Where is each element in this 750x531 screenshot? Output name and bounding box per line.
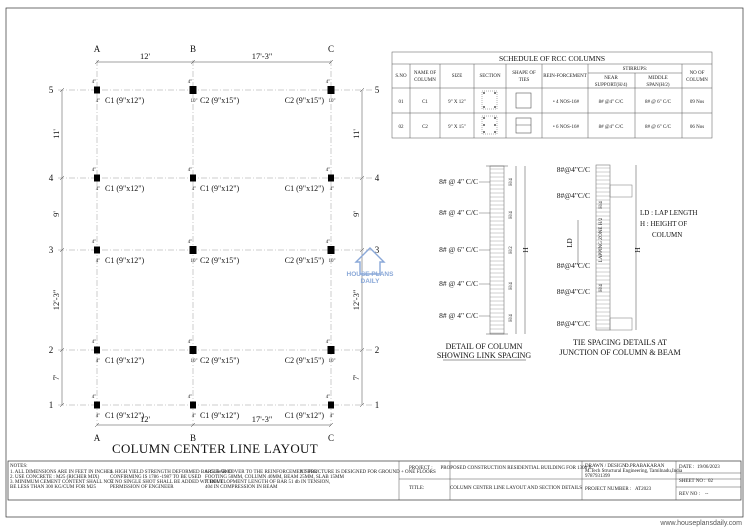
sheet-label: SHEET NO :	[679, 479, 706, 484]
lap-length-label: LD	[566, 238, 574, 248]
column-offset-text: 4"	[91, 340, 97, 345]
column-label: C1 (9"x12")	[200, 411, 240, 420]
header-size: SIZE	[451, 74, 463, 79]
column-offset-text: 4"	[325, 168, 331, 173]
link-spacing-detail	[437, 166, 532, 360]
project-number-label: PROJECT NUMBER :	[585, 487, 632, 492]
cell-middle-span: 8# @ 6" C/C	[645, 100, 671, 105]
column-offset-text: 4"	[325, 80, 331, 85]
column-offset-text: 10"	[328, 359, 336, 364]
rebar-dot	[483, 117, 485, 119]
drawing-title: COLUMN CENTER LINE LAYOUT AND SECTION DETAILS	[449, 486, 583, 491]
title-label: TITLE:	[409, 486, 425, 491]
column-marker	[94, 175, 100, 182]
tie-shape-sketch	[516, 118, 531, 133]
rebar-dot	[494, 92, 496, 94]
grid-label-top: C	[327, 44, 335, 54]
cell-near-support: 8# @4" C/C	[598, 125, 624, 130]
link-zone-label: H/4	[509, 314, 514, 322]
cell-reinforcement: • 4 NOS-16#	[553, 100, 579, 105]
column-offset-text: 4"	[187, 168, 193, 173]
cell-middle-span: 8# @ 6" C/C	[645, 125, 671, 130]
column-offset-text: 10"	[328, 99, 336, 104]
header-count: COLUMN	[686, 78, 708, 83]
note-line: 4. HIGH YIELD STRENGTH DEFORMED BARS Fe 500D	[110, 470, 233, 475]
header-shape-of-ties: SHAPE OF	[512, 71, 536, 76]
column-marker	[328, 175, 334, 182]
notes-heading: NOTES:	[10, 464, 28, 469]
grid-label-left: 2	[48, 345, 54, 355]
sheet-value: 02	[708, 479, 713, 484]
cell-count: 06 Nos	[689, 125, 705, 130]
link-zone-label: H/4	[509, 211, 514, 219]
date-value: 19/06/2023	[697, 465, 720, 470]
dim-text-x: 17'-3"	[251, 414, 273, 424]
column-offset-text: 4"	[187, 340, 193, 345]
column-offset-text: 4"	[95, 99, 101, 104]
grid-label-bottom: B	[189, 433, 197, 443]
grid-label-left: 3	[48, 245, 54, 255]
header-middle-span: SPAN(H/2)	[646, 83, 670, 88]
column-marker	[94, 247, 100, 254]
header-near-support: SUPPORT(H/4)	[594, 83, 628, 88]
title-block	[8, 461, 741, 500]
tie-spacing-label: 8#@4"C/C	[556, 191, 590, 200]
cell-name: C2	[422, 125, 428, 130]
column-offset-text: 10"	[328, 259, 336, 264]
link-spacing-label: 8# @ 6" C/C	[439, 245, 478, 254]
link-caption-1: DETAIL OF COLUMN	[445, 342, 523, 351]
grid-label-right: 1	[374, 400, 380, 410]
grid-label-right: 2	[374, 345, 380, 355]
schedule-title: SCHEDULE OF RCC COLUMNS	[498, 54, 606, 63]
tie-zone-label: H/4	[599, 284, 604, 292]
link-spacing-label: 8# @ 4" C/C	[439, 177, 478, 186]
note-line: 2. USE CONCRETE : M25 (RICHER MIX)	[10, 475, 100, 480]
tie-shape-sketch	[516, 93, 531, 108]
header-reinforcement: REIN-FORCEMENT	[543, 74, 587, 79]
column-label: C1 (9"x12")	[284, 411, 324, 420]
column-label: C2 (9"x15")	[200, 356, 240, 365]
column-label: C2 (9"x15")	[200, 256, 240, 265]
firm-phone: 9787931399	[585, 474, 610, 479]
grid-label-right: 4	[374, 173, 380, 183]
dim-text-y: 11'	[351, 129, 361, 139]
tie-spacing-detail	[557, 165, 698, 357]
dim-text-y: 11'	[51, 129, 61, 139]
column-marker	[328, 246, 335, 254]
rev-label: REV NO :	[679, 492, 701, 497]
column-label: C1 (9"x12")	[105, 411, 145, 420]
house-plans-daily-logo	[335, 271, 405, 285]
grid-label-left: 5	[48, 85, 54, 95]
height-label: H	[521, 247, 530, 253]
header-name: NAME OF	[413, 71, 437, 76]
date-label: DATE :	[679, 465, 695, 470]
dim-text-y: 9'	[351, 211, 361, 217]
column-marker	[328, 346, 335, 354]
column-label: C1 (9"x12")	[105, 356, 145, 365]
lapping-zone-label: LAPPING ZONE H/2	[599, 217, 604, 263]
beam-junction	[610, 318, 632, 330]
drawn-label: DRAWN / DESIGN :	[585, 464, 629, 469]
rebar-dot	[483, 92, 485, 94]
column-marker	[94, 402, 100, 409]
column-offset-text: 4"	[91, 240, 97, 245]
grid-label-top: B	[189, 44, 197, 54]
header-section: SECTION	[479, 74, 501, 79]
column-marker	[328, 86, 335, 94]
note-line: 3. MINIMUM CEMENT CONTENT SHALL NOT	[10, 480, 114, 485]
dim-text-y: 9'	[51, 211, 61, 217]
watermark-url: www.houseplansdaily.com	[660, 520, 742, 527]
column-offset-text: 4"	[325, 395, 331, 400]
column-marker	[328, 402, 334, 409]
grid-label-right: 5	[374, 85, 380, 95]
column-marker	[190, 246, 197, 254]
rebar-dot	[483, 106, 485, 108]
grid-label-top: A	[93, 44, 101, 54]
cell-count: 09 Nos	[689, 100, 705, 105]
column-offset-text: 4"	[325, 340, 331, 345]
column-offset-text: 4"	[91, 80, 97, 85]
grid-label-left: 1	[48, 400, 54, 410]
header-shape-of-ties: TIES	[518, 78, 530, 83]
column-marker	[190, 402, 196, 409]
grid-label-bottom: A	[93, 433, 101, 443]
firm-name: M.Tech Structural Engineering, Tamilnadu,India	[585, 469, 683, 474]
tie-spacing-label: 8#@4"C/C	[556, 319, 590, 328]
cell-name: C1	[422, 100, 428, 105]
header-count: NO OF	[689, 71, 705, 76]
note-line: 40d IN COMPRESSION IN BEAM	[205, 485, 278, 490]
link-spacing-label: 8# @ 4" C/C	[439, 311, 478, 320]
column-label: C1 (9"x12")	[105, 256, 145, 265]
cell-size: 9" X 15"	[448, 125, 466, 130]
grid-label-right: 3	[374, 245, 380, 255]
rebar-dot	[494, 124, 496, 126]
tie-caption-1: TIE SPACING DETAILS AT	[573, 338, 667, 347]
column-marker	[190, 346, 197, 354]
rcc-column-schedule	[392, 52, 712, 138]
note-line: 6. CLEAR COVER TO THE REINFORCEMENT FOR	[205, 470, 318, 475]
column-offset-text: 4"	[95, 259, 101, 264]
link-zone-label: H/2	[509, 246, 514, 254]
column-offset-text: 4"	[325, 240, 331, 245]
legend-line: H : HEIGHT OF	[640, 220, 688, 228]
column-label: C1 (9"x12")	[200, 184, 240, 193]
rebar-dot	[494, 106, 496, 108]
header-stirrups: STIRRUPS:	[622, 67, 648, 72]
note-line: 7. DEVELOPMENT LENGTH OF BAR 51 db IN TENSION,	[205, 480, 331, 485]
grid-label-bottom: C	[327, 433, 335, 443]
column-marker	[94, 347, 100, 354]
column-offset-text: 4"	[187, 80, 193, 85]
tie-spacing-label: 8#@4"C/C	[556, 261, 590, 270]
header-middle-span: MIDDLE	[648, 76, 668, 81]
legend-line: LD : LAP LENGTH	[640, 209, 698, 217]
cell-near-support: 8# @4" C/C	[598, 100, 624, 105]
column-offset-text: 4"	[91, 395, 97, 400]
beam-junction	[610, 185, 632, 197]
column-offset-text: 4"	[95, 187, 101, 192]
dim-text-y: 12'-3"	[51, 289, 61, 311]
column-label: C2 (9"x15")	[200, 96, 240, 105]
note-line: 8. STRUCTURE IS DESIGNED FOR GROUND + ONE FLOORS	[300, 470, 436, 475]
cell-sno: 01	[398, 100, 404, 105]
tie-zone-label: H/4	[599, 201, 604, 209]
tie-caption-2: JUNCTION OF COLUMN & BEAM	[559, 348, 681, 357]
column-layout-plan	[49, 44, 384, 443]
cell-size: 9" X 12"	[448, 100, 466, 105]
rebar-dot	[483, 124, 485, 126]
note-line: FOOTING 50MM, COLUMN 40MM, BEAM 25MM, SLAB 15MM	[205, 475, 344, 480]
column-label: C2 (9"x15")	[284, 96, 324, 105]
note-line: 1. ALL DIMENSIONS ARE IN FEET IN INCHES	[10, 470, 113, 475]
note-line: 5. NO SINGLE SHOT SHALL BE ADDED WITHOUT	[110, 480, 224, 485]
dim-text-y: 7'	[51, 374, 61, 381]
column-label: C1 (9"x12")	[105, 96, 145, 105]
logo-line-2: DAILY	[360, 278, 380, 285]
note-line: BE LESS THAN 300 KG/CUM FOR M25	[10, 485, 97, 490]
column-offset-text: 4"	[329, 187, 335, 192]
grid-label-left: 4	[48, 173, 54, 183]
column-marker	[190, 86, 197, 94]
project-name: PROPOSED CONSTRUCTION RESIDENTIAL BUILDING FOR 1300 ft	[440, 466, 592, 471]
project-label: PROJECT :	[409, 466, 433, 471]
rev-value: --	[705, 492, 709, 497]
column-label: C2 (9"x15")	[284, 356, 324, 365]
header-near-support: NEAR	[604, 76, 618, 81]
tie-spacing-label: 8#@4"C/C	[556, 287, 590, 296]
column-offset-text: 4"	[329, 414, 335, 419]
link-caption-2: SHOWING LINK SPACING	[436, 351, 532, 360]
drawn-name: D.PRABAKARAN	[625, 464, 665, 469]
logo-line-1: HOUSE PLANS	[346, 271, 394, 278]
dim-text-y: 7'	[351, 374, 361, 381]
header-sno: S.NO	[395, 74, 407, 79]
height-label: H	[633, 247, 642, 253]
column-marker	[94, 87, 100, 94]
rebar-dot	[494, 117, 496, 119]
column-label: C1 (9"x12")	[105, 184, 145, 193]
column-offset-text: 10"	[190, 259, 198, 264]
dim-text-x: 12'	[139, 51, 151, 61]
column-offset-text: 4"	[191, 187, 197, 192]
rebar-dot	[494, 131, 496, 133]
column-offset-text: 4"	[95, 414, 101, 419]
note-line: PERMISSION OF ENGINEER	[110, 485, 174, 490]
dim-text-x: 12'	[139, 414, 151, 424]
page-title: COLUMN CENTER LINE LAYOUT	[112, 441, 318, 456]
column-offset-text: 4"	[95, 359, 101, 364]
header-name: COLUMN	[414, 78, 436, 83]
cell-sno: 02	[398, 125, 404, 130]
column-offset-text: 4"	[191, 414, 197, 419]
link-spacing-label: 8# @ 4" C/C	[439, 279, 478, 288]
column-offset-text: 10"	[190, 99, 198, 104]
tie-spacing-label: 8#@4"C/C	[556, 165, 590, 174]
column-offset-text: 4"	[187, 395, 193, 400]
column-offset-text: 10"	[190, 359, 198, 364]
cell-reinforcement: • 6 NOS-16#	[553, 125, 579, 130]
column-marker	[190, 175, 196, 182]
link-zone-label: H/4	[509, 178, 514, 186]
note-line: CONFIRMING IS 1786 -1987 TO BE USED	[110, 475, 202, 480]
rebar-dot	[483, 131, 485, 133]
column-offset-text: 4"	[91, 168, 97, 173]
project-number: AT2023	[635, 487, 652, 492]
column-label: C2 (9"x15")	[284, 256, 324, 265]
dim-text-x: 17'-3"	[251, 51, 273, 61]
link-spacing-label: 8# @ 4" C/C	[439, 208, 478, 217]
dim-text-y: 12'-3"	[351, 289, 361, 311]
column-label: C1 (9"x12")	[284, 184, 324, 193]
column-offset-text: 4"	[187, 240, 193, 245]
link-zone-label: H/4	[509, 282, 514, 290]
legend-line: COLUMN	[652, 231, 683, 239]
